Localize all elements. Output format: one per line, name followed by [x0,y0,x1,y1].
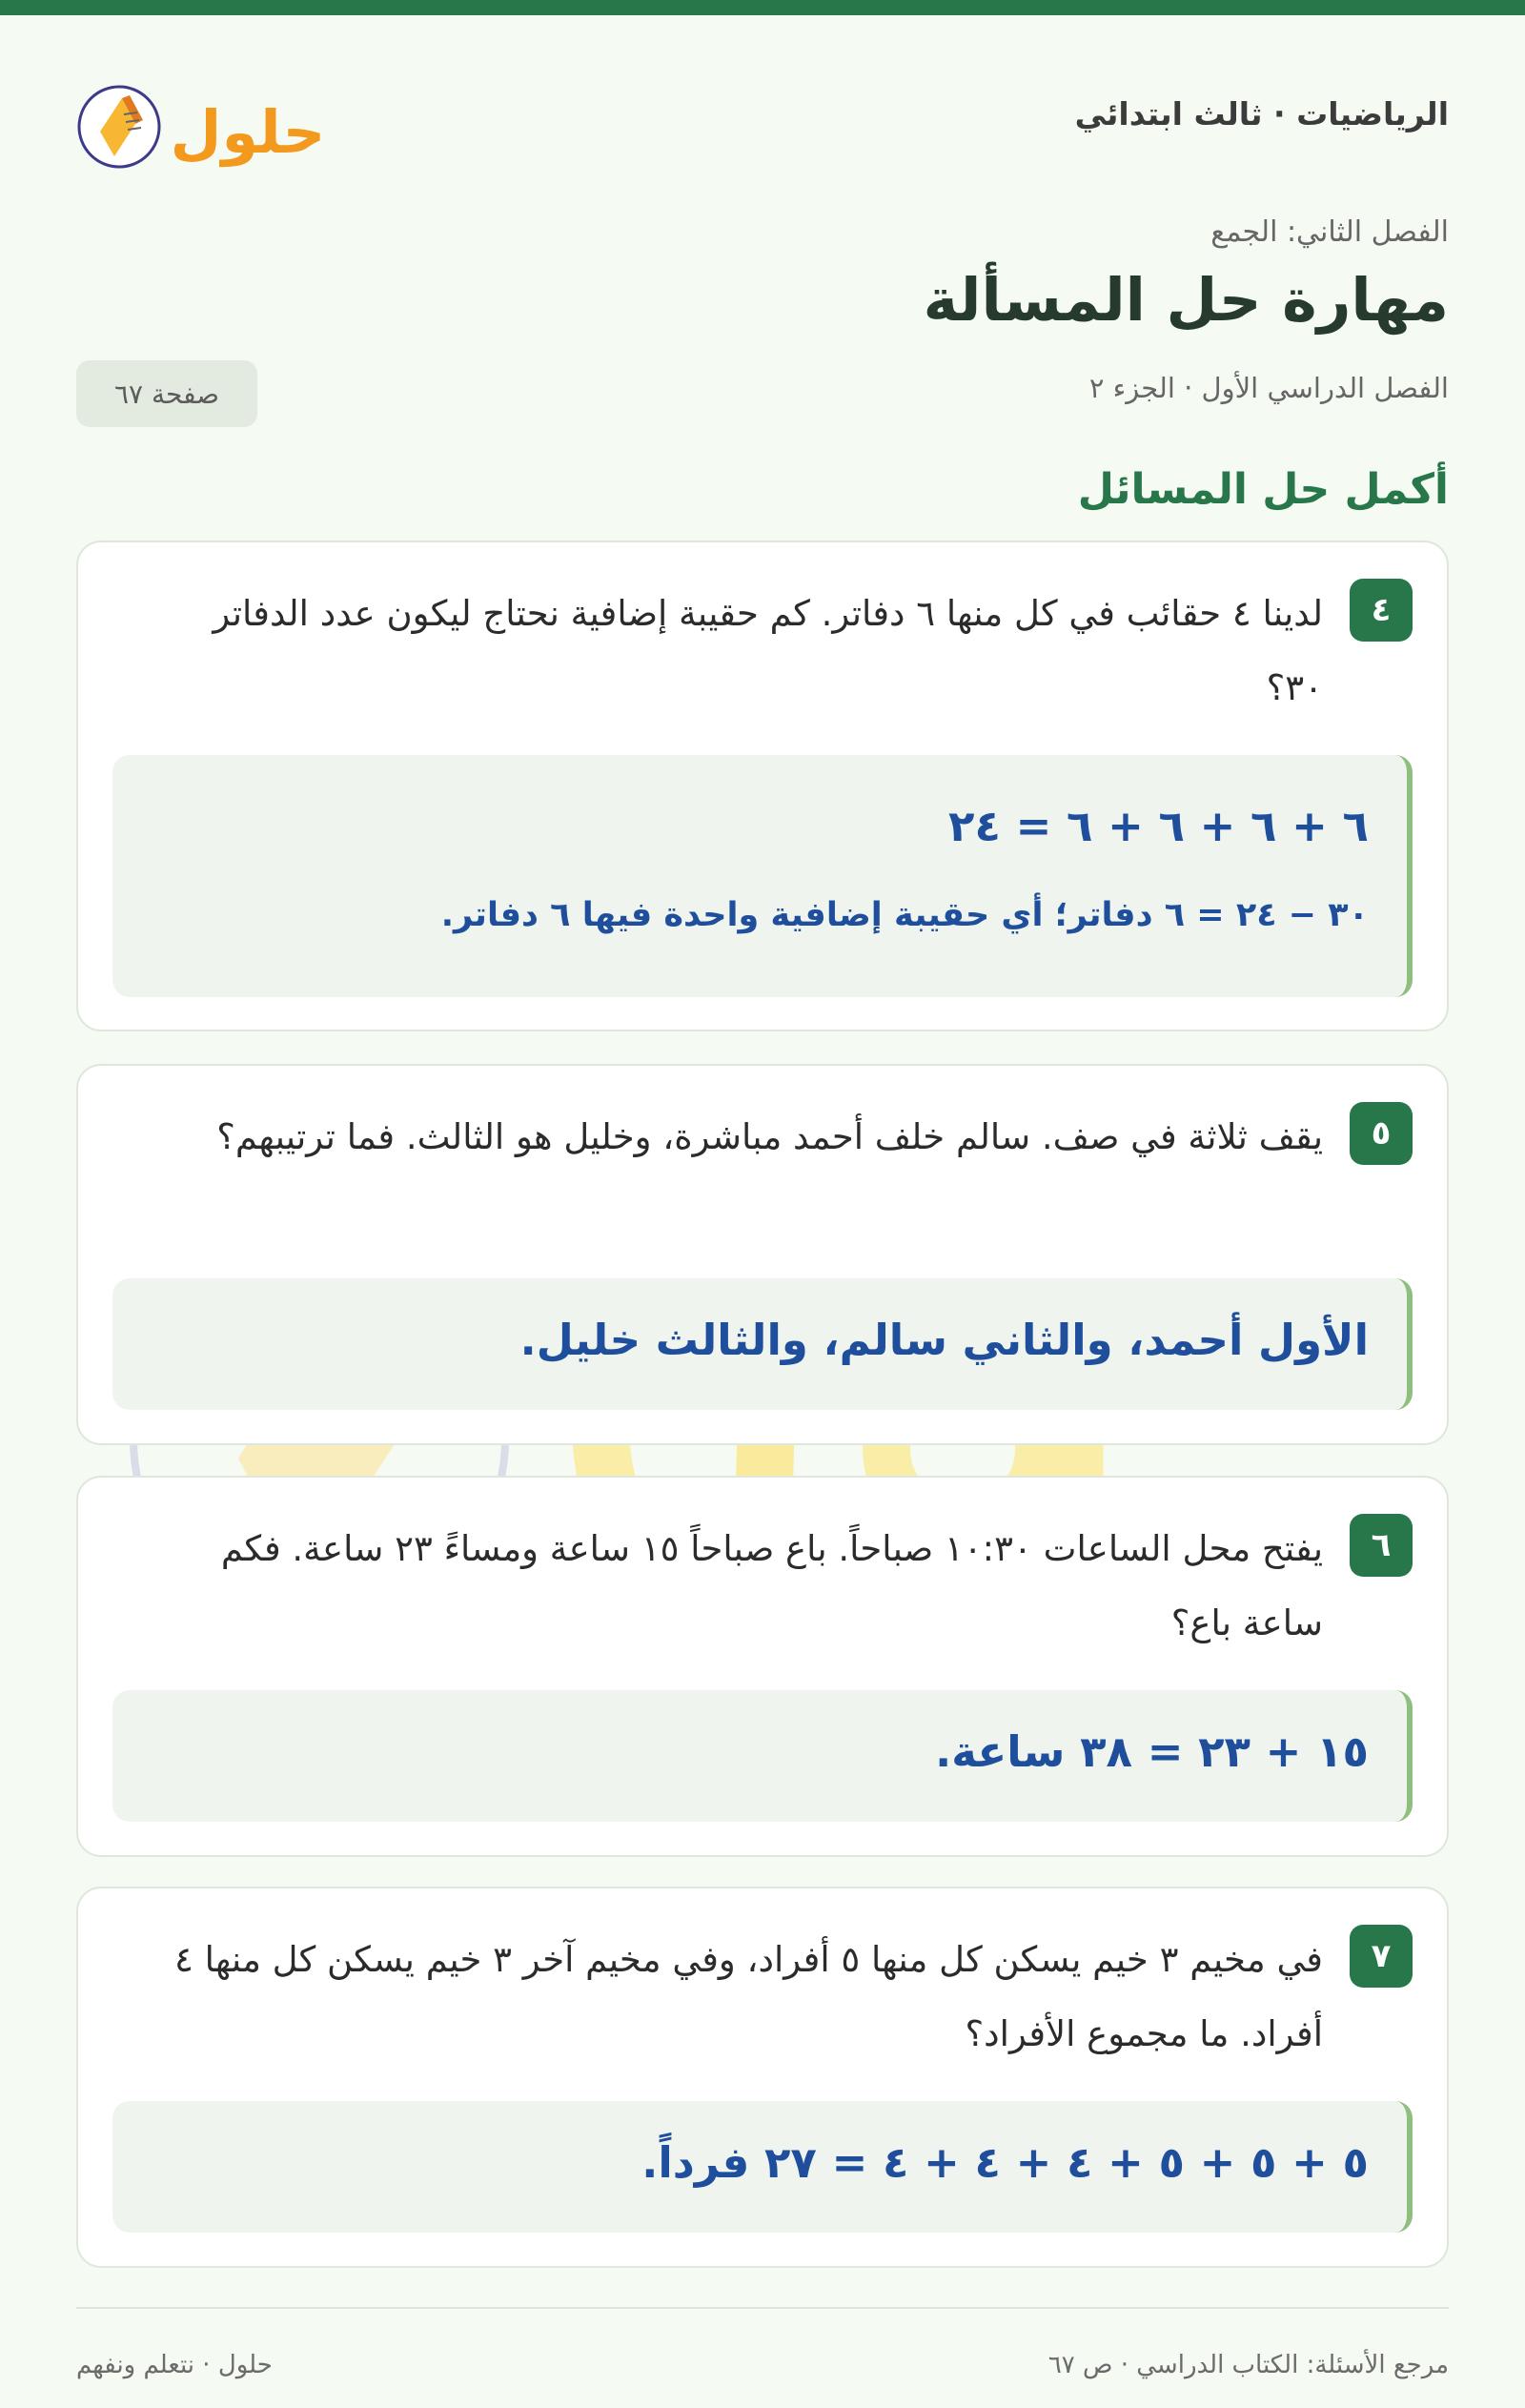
answer-line: ٥ + ٥ + ٥ + ٤ + ٤ + ٤ = ٢٧ فرداً. [641,2137,1369,2188]
problem-card [76,1064,1449,1445]
section-heading: أكمل حل المسائل [1077,465,1449,514]
problem-card [76,541,1449,1031]
problem-question: يقف ثلاثة في صف. سالم خلف أحمد مباشرة، وخليل هو الثالث. فما ترتيبهم؟ [216,1116,1323,1157]
logo-icon [76,65,343,189]
problem-question: يفتح محل الساعات ١٠:٣٠ صباحاً. باع صباحاً ١٥ ساعة ومساءً ٢٣ ساعة. فكم ساعة باع؟ [220,1528,1323,1643]
problem-number-badge: ٦ [1350,1514,1413,1577]
footer-reference: مرجع الأسئلة: الكتاب الدراسي · ص ٦٧ [1047,2351,1449,2379]
problem-number-badge: ٧ [1350,1925,1413,1988]
answer-line: ٦ + ٦ + ٦ + ٦ = ٢٤ [948,801,1369,851]
problem-card [76,1476,1449,1857]
page-title: مهارة حل المسألة [923,265,1449,335]
answer-line: ٣٠ − ٢٤ = ٦ دفاتر؛ أي حقيبة إضافية واحدة فيها ٦ دفاتر. [440,896,1369,934]
term-label: الفصل الدراسي الأول · الجزء ٢ [1088,372,1449,404]
header [76,15,1449,187]
answer-box [112,1690,1413,1822]
answer-box [112,1278,1413,1410]
answer-box [112,755,1413,997]
problem-card [76,1887,1449,2268]
chapter-label: الفصل الثاني: الجمع [1210,215,1449,249]
subject-label: الرياضيات · ثالث ابتدائي [1074,95,1449,133]
top-accent-bar [0,0,1525,15]
problem-number-badge: ٥ [1350,1102,1413,1165]
answer-line: الأول أحمد، والثاني سالم، والثالث خليل. [519,1315,1369,1365]
answer-line: ١٥ + ٢٣ = ٣٨ ساعة. [935,1726,1369,1777]
problem-question: لدينا ٤ حقائب في كل منها ٦ دفاتر. كم حقيبة إضافية نحتاج ليكون عدد الدفاتر ٣٠؟ [213,593,1323,708]
problem-question: في مخيم ٣ خيم يسكن كل منها ٥ أفراد، وفي مخيم آخر ٣ خيم يسكن كل منها ٤ أفراد. ما مجموع الأفراد؟ [173,1939,1323,2054]
page [76,15,1449,2408]
answer-box [112,2101,1413,2233]
logo-text: حلول [170,97,326,167]
footer-divider [76,2307,1449,2309]
page-number-badge: صفحة ٦٧ [76,360,257,427]
problem-number-badge: ٤ [1350,579,1413,642]
brand-logo[interactable] [76,65,343,189]
footer-brand: حلول · نتعلم ونفهم [76,2351,273,2379]
